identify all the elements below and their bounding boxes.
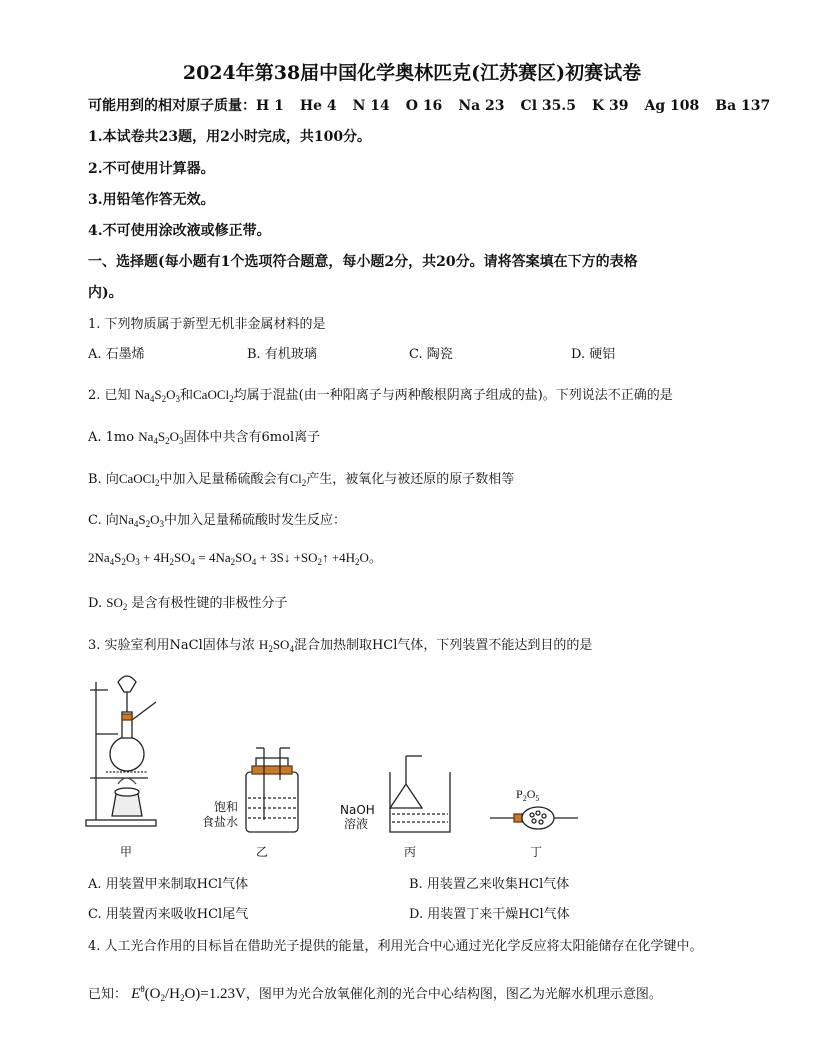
label-yi: 乙: [256, 845, 269, 859]
q3-stem: 3. 实验室利用NaCl固体与浓 $H_2SO_4$混合加热制取HCl气体，下列装置不能达到目的的是: [88, 637, 593, 654]
label-p2o5: $P_2O_5$: [516, 787, 540, 803]
section-heading: 一、选择题(每小题有1个选项符合题意，每小题2分，共20分。请将答案填在下方的表格: [88, 254, 638, 270]
q3-option-d: D. 用装置丁来干燥HCl气体: [409, 907, 570, 922]
q1-stem: 1. 下列物质属于新型无机非金属材料的是: [88, 317, 326, 332]
apparatus-diagram: [78, 668, 598, 864]
apparatus-ding: [490, 807, 578, 829]
atomic-mass-item: Na 23: [458, 98, 505, 114]
formula-na4s2o3: $Na_4S_2O_3$: [134, 387, 180, 404]
q2-option-b: B. 向CaOCl$_2$中加入足量稀硫酸会有$Cl_2$产生，被氧化与被还原的原子数相等: [88, 471, 515, 488]
q2-equation: $2Na_4S_2O_3 + 4H_2SO_4 = 4Na_2SO_4$ + 3S↓ $+SO_2↑ +4H_2O$。: [88, 550, 382, 567]
atomic-mass-item: Ba 137: [715, 98, 771, 114]
atomic-mass-item: N 14: [352, 98, 390, 114]
label-bing: 丙: [404, 845, 417, 859]
atomic-masses-items: [256, 98, 770, 114]
apparatus-jia: [86, 676, 156, 826]
formula-na4s2o3: $Na_4S_2O_3$: [138, 429, 184, 446]
atomic-mass-item: Ag 108: [644, 98, 700, 114]
label-jia: 甲: [120, 845, 133, 859]
q4-stem: 4. 人工光合作用的目标旨在借助光子提供的能量，利用光合中心通过光化学反应将太阳能储存在化学键中。: [88, 939, 703, 954]
label-ding: 丁: [530, 845, 543, 859]
formula-so2: $SO_2$: [106, 595, 128, 612]
q3-option-c: C. 用装置丙来吸收HCl尾气: [88, 907, 249, 922]
q1-option-d: D. 硬铝: [571, 347, 616, 362]
q4-known: 已知： $E^\theta(O_2/H_2O)=1.23V$，图甲为光合放氧催化剂的光合中心结构图，图乙为光解水机理示意图。: [88, 984, 662, 1003]
label-naoh-2: 溶液: [344, 817, 369, 831]
formula-h2so4: $H_2SO_4$: [258, 637, 294, 654]
rule-4: 4.不可使用涂改液或修正带。: [88, 223, 271, 239]
atomic-mass-item: K 39: [591, 98, 629, 114]
q1-option-b: B. 有机玻璃: [247, 347, 317, 362]
label-brine-2: 食盐水: [202, 815, 239, 829]
rule-2: 2.不可使用计算器。: [88, 161, 215, 177]
section-heading-cont: 内)。: [88, 285, 123, 301]
rule-3: 3.用铅笔作答无效。: [88, 192, 215, 208]
formula-caocl2: CaOCl$_2$: [118, 471, 160, 488]
q3-option-a: A. 用装置甲来制取HCl气体: [88, 877, 249, 892]
q1-option-a: A. 石墨烯: [88, 347, 145, 362]
label-brine-1: 饱和: [214, 800, 239, 814]
formula-cl2: $Cl_2$: [289, 471, 307, 488]
q2-option-a: A. 1mo $Na_4S_2O_3$固体中共含有6mol离子: [88, 429, 321, 446]
apparatus-bing: [390, 756, 450, 832]
rule-1: 1.本试卷共23题，用2小时完成，共100分。: [88, 129, 372, 145]
apparatus-yi: [246, 748, 298, 832]
q2-stem: 2. 已知 $Na_4S_2O_3$和CaOCl$_2$均属于混盐(由一种阳离子与两种酸根阴离子组成的盐)。下列说法不正确的是: [88, 387, 673, 404]
atomic-mass-item: He 4: [299, 98, 337, 114]
atomic-mass-item: H 1: [256, 98, 284, 114]
q2-option-d: D. $SO_2$ 是含有极性键的非极性分子: [88, 595, 288, 612]
atomic-mass-item: O 16: [405, 98, 443, 114]
formula-na4s2o3: $Na_4S_2O_3$: [118, 512, 165, 529]
atomic-masses-line: [88, 97, 770, 115]
q1-option-c: C. 陶瓷: [409, 347, 453, 362]
label-naoh-1: NaOH: [340, 803, 375, 817]
page-title: 2024年第38届中国化学奥林匹克(江苏赛区)初赛试卷: [182, 62, 642, 84]
atomic-masses-label: 可能用到的相对原子质量：: [88, 98, 256, 114]
q3-option-b: B. 用装置乙来收集HCl气体: [409, 877, 570, 892]
atomic-mass-item: Cl 35.5: [520, 98, 576, 114]
q2-option-c: C. 向$Na_4S_2O_3$中加入足量稀硫酸时发生反应：: [88, 512, 347, 529]
formula-caocl2: CaOCl$_2$: [193, 387, 234, 404]
formula-standard-potential: $E^\theta(O_2/H_2O)=1.23V$: [131, 984, 246, 1003]
